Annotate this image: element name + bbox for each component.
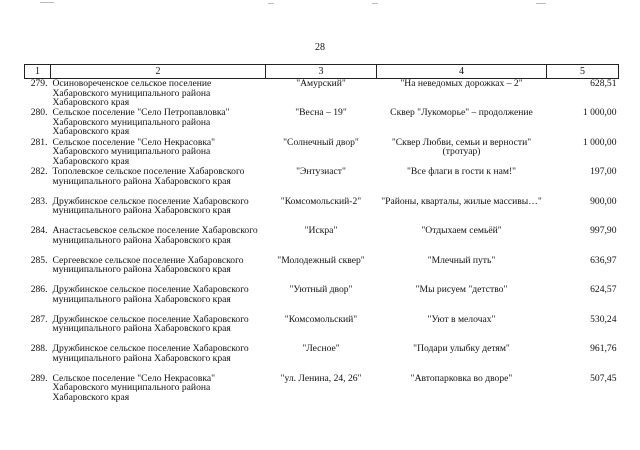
table-body <box>25 79 619 404</box>
amount-value: 197,00 <box>590 166 617 177</box>
scan-artifact <box>536 3 546 4</box>
project-title: "Млечный путь" <box>427 254 496 266</box>
amount-value: 636,97 <box>590 254 617 266</box>
table-row <box>25 374 619 404</box>
table-row <box>25 226 619 256</box>
table-row <box>25 315 619 345</box>
row-number: 279. <box>30 78 48 89</box>
project-name: "Уютный двор" <box>289 284 353 295</box>
project-title: "Уют в мелочах" <box>427 313 496 325</box>
row-number: 289. <box>30 372 48 384</box>
project-title: "На неведомых дорожках – 2" <box>400 78 523 89</box>
project-title: "Автопарковка во дворе" <box>410 372 513 384</box>
municipality-name: Дружбинское сельское поселение Хабаровского муниципального района Хабаровского края <box>52 343 249 364</box>
project-title: "Мы рисуем "детство" <box>415 284 508 295</box>
municipality-name: Осиновореченское сельское поселение Хабаровского муниципального района Хабаровского края <box>52 78 212 109</box>
project-name: "Весна – 19" <box>295 107 347 118</box>
project-name: "Молодежный сквер" <box>277 254 365 266</box>
project-name: "Лесное" <box>302 343 340 354</box>
scan-artifact <box>372 3 378 4</box>
table-row <box>25 79 619 109</box>
row-number: 283. <box>30 195 48 207</box>
municipality-name: Анастасьевское сельское поселение Хабаровского муниципального района Хабаровского края <box>52 225 258 246</box>
project-title: Сквер "Лукоморье" – продолжение <box>390 107 533 118</box>
project-name: "ул. Ленина, 24, 26" <box>280 372 362 384</box>
row-number: 284. <box>30 225 48 236</box>
project-name: "Амурский" <box>296 78 346 89</box>
table-row <box>25 197 619 227</box>
table-row <box>25 285 619 315</box>
project-name: "Искра" <box>304 225 338 236</box>
municipality-name: Дружбинское сельское поселение Хабаровского муниципального района Хабаровского края <box>52 313 249 335</box>
row-number: 288. <box>30 343 48 354</box>
municipality-name: Дружбинское сельское поселение Хабаровского муниципального района Хабаровского края <box>52 284 249 305</box>
row-number: 280. <box>30 107 48 118</box>
table-row <box>25 108 619 138</box>
project-name: "Солнечный двор" <box>283 136 359 148</box>
row-number: 287. <box>30 313 48 325</box>
column-header: 3 <box>266 65 377 79</box>
amount-value: 997,90 <box>590 225 617 236</box>
column-header: 1 <box>25 65 51 79</box>
amount-value: 1 000,00 <box>582 107 617 118</box>
project-title: "Все флаги в гости к нам!" <box>406 166 517 177</box>
municipality-name: Дружбинское сельское поселение Хабаровского муниципального района Хабаровского края <box>52 195 249 217</box>
amount-value: 900,00 <box>590 195 617 207</box>
scan-artifact <box>268 3 274 4</box>
project-name: "Комсомольский" <box>284 313 358 325</box>
project-title: "Сквер Любви, семьи и верности" (тротуар) <box>391 136 532 158</box>
column-header: 5 <box>547 65 619 79</box>
row-number: 285. <box>30 254 48 266</box>
amount-value: 624,57 <box>590 284 617 295</box>
table-header-row <box>25 65 619 79</box>
project-title: "Районы, кварталы, жилые массивы…" <box>381 195 542 207</box>
amount-value: 628,51 <box>590 78 617 89</box>
amount-value: 1 000,00 <box>582 136 617 148</box>
project-title: "Отдыхаем семьёй" <box>421 225 502 236</box>
row-number: 282. <box>30 166 48 177</box>
project-title: "Подари улыбку детям" <box>413 343 510 354</box>
table-row <box>25 344 619 374</box>
table-row <box>25 167 619 197</box>
municipality-name: Сельское поселение "Село Некрасовка" Хабаровского муниципального района Хабаровского края <box>52 136 216 167</box>
amount-value: 507,45 <box>590 372 617 384</box>
row-number: 286. <box>30 284 48 295</box>
amount-value: 530,24 <box>590 313 617 325</box>
row-number: 281. <box>30 136 48 148</box>
project-name: "Энтузиаст" <box>296 166 346 177</box>
project-name: "Комсомольский-2" <box>280 195 362 207</box>
table-row <box>25 256 619 286</box>
municipal-projects-table <box>24 64 619 403</box>
municipality-name: Сергеевское сельское поселение Хабаровского муниципального района Хабаровского края <box>52 254 244 276</box>
municipality-name: Тополевское сельское поселение Хабаровского муниципального района Хабаровского края <box>52 166 245 187</box>
municipality-name: Сельское поселение "Село Петропавловка" Хабаровского муниципального района Хабаровского края <box>52 107 230 138</box>
municipality-name: Сельское поселение "Село Некрасовка" Хабаровского муниципального района Хабаровского края <box>52 372 216 403</box>
page-number: 28 <box>315 42 325 53</box>
column-header: 2 <box>51 65 266 79</box>
table-row <box>25 138 619 168</box>
amount-value: 961,76 <box>590 343 617 354</box>
column-header: 4 <box>377 65 547 79</box>
scan-artifact <box>40 2 54 3</box>
